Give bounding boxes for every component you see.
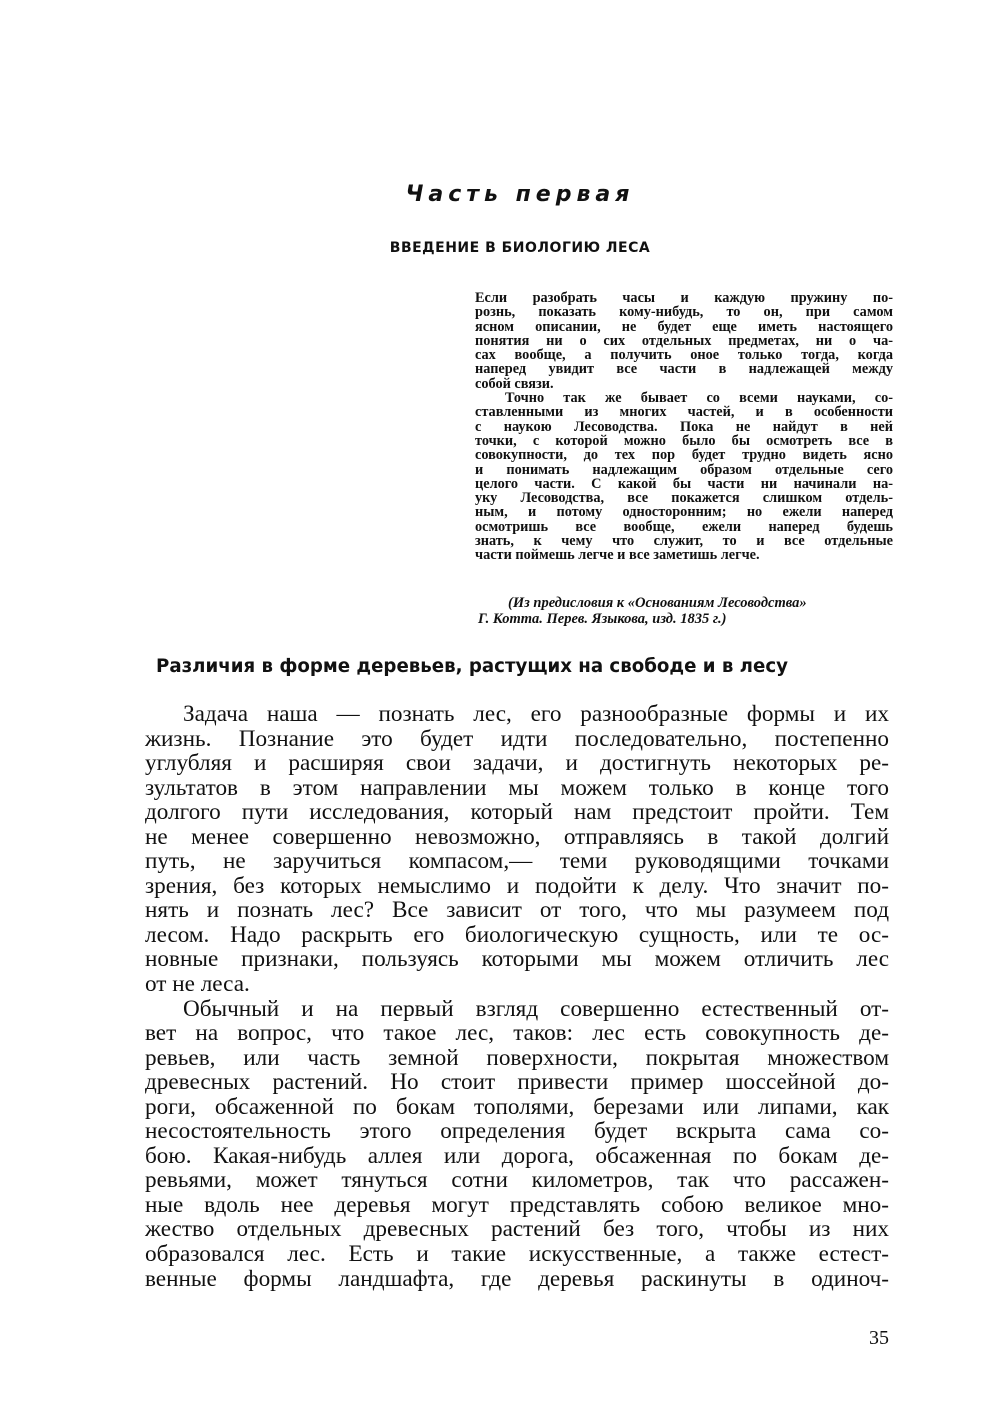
body-line: вет на вопрос, что такое лес, таков: лес есть совокупность де-	[145, 1020, 889, 1047]
epigraph-line: сах вообще, а получить оное только тогда, когда	[475, 347, 893, 364]
body-text	[145, 702, 889, 1291]
body-line: зрения, без которых немыслимо и подойти к делу. Что значит по-	[145, 872, 889, 899]
body-line: от не леса.	[145, 971, 250, 998]
body-line: новные признаки, пользуясь которыми мы можем отличить лес	[145, 946, 889, 973]
epigraph-source-line: (Из предисловия к «Основаниям Лесоводства»	[508, 595, 807, 611]
body-line: зультатов в этом направлении мы можем только в конце того	[145, 774, 889, 801]
body-line: лесом. Надо раскрыть его биологическую сущность, или те ос-	[145, 921, 889, 948]
body-line: роги, обсаженной по бокам тополями, березами или липами, как	[145, 1093, 889, 1120]
body-line: путь, не заручиться компасом,— теми руководящими точками	[145, 848, 889, 875]
epigraph-line: с наукою Лесоводства. Пока не найдут в ней	[475, 418, 893, 435]
epigraph-line: ставленными из многих частей, и в особенности	[475, 404, 893, 421]
body-line: венные формы ландшафта, где деревья раскинуты в одиноч-	[145, 1265, 889, 1292]
epigraph-line: совокупности, до тех пор будет трудно видеть ясно	[475, 447, 893, 464]
epigraph-line: части поймешь легче и все заметишь легче.	[475, 547, 760, 564]
section-title: Различия в форме деревьев, растущих на свободе и в лесу	[156, 656, 788, 677]
epigraph-line: Точно так же бывает со всеми науками, со-	[505, 390, 893, 407]
body-line: Задача наша — познать лес, его разнообразные формы и их	[183, 701, 889, 727]
body-line: Обычный и на первый взгляд совершенно естественный от-	[183, 995, 889, 1022]
body-line: древесных растений. Но стоит привести пример шоссейной до-	[145, 1069, 889, 1096]
epigraph-line: уку Лесоводства, все покажется слишком отдель-	[475, 490, 893, 507]
body-line: углубляя и расширяя свои задачи, и достигнуть некоторых ре-	[145, 750, 889, 777]
epigraph-source-line: Г. Котта. Перев. Языкова, изд. 1835 г.)	[478, 611, 727, 627]
body-line: ревьев, или часть земной поверхности, покрытая множеством	[145, 1044, 889, 1071]
epigraph-line: целого части. С какой бы части ни начинали на-	[475, 475, 893, 492]
epigraph	[475, 291, 893, 563]
body-line: не менее совершенно невозможно, отправляясь в такой долгий	[145, 823, 889, 850]
epigraph-line: ным, и потому односторонним; но ежели наперед	[475, 504, 893, 521]
epigraph-line: рознь, показать кому-нибудь, то он, при самом	[475, 304, 893, 321]
epigraph-line: точки, с которой можно было бы осмотреть все в	[475, 432, 893, 449]
epigraph-line: наперед увидит все части в надлежащей между	[475, 361, 893, 378]
epigraph-line: понятия ни о сих отдельных предметах, ни о ча-	[475, 332, 893, 349]
chapter-title: ВВЕДЕНИЕ В БИОЛОГИЮ ЛЕСА	[389, 240, 651, 256]
epigraph-line: осмотришь все вообще, ежели наперед будешь	[475, 518, 893, 535]
epigraph-line: и понимать надлежащим образом отдельные сего	[475, 461, 893, 478]
body-line: ные вдоль нее деревья могут представлять собою великое мно-	[145, 1191, 889, 1218]
page-number: 35	[869, 1327, 889, 1349]
body-line: ревьями, может тянуться сотни километров, так что рассажен-	[145, 1167, 889, 1194]
epigraph-line: собой связи.	[475, 375, 554, 392]
body-line: несостоятельность этого определения будет вскрыта сама со-	[145, 1118, 889, 1145]
body-line: жизнь. Познание это будет идти последовательно, постепенно	[145, 725, 889, 752]
epigraph-line: ясном описании, не будет еще иметь настоящего	[475, 318, 893, 335]
epigraph-line: знать, к чему что служит, то и все отдельные	[475, 533, 893, 550]
part-title: Часть первая	[405, 182, 635, 207]
body-line: нять и познать лес? Все зависит от того, что мы разумеем под	[145, 897, 889, 924]
epigraph-line: Если разобрать часы и каждую пружину по-	[475, 290, 893, 306]
body-line: жество отдельных древесных растений без того, чтобы из них	[145, 1216, 889, 1243]
epigraph-source	[478, 595, 898, 627]
body-line: образовался лес. Есть и такие искусственные, а также естест-	[145, 1241, 889, 1268]
body-line: бою. Какая-нибудь аллея или дорога, обсаженная по бокам де-	[145, 1142, 889, 1169]
body-line: долгого пути исследования, который нам предстоит пройти. Тем	[145, 799, 889, 826]
